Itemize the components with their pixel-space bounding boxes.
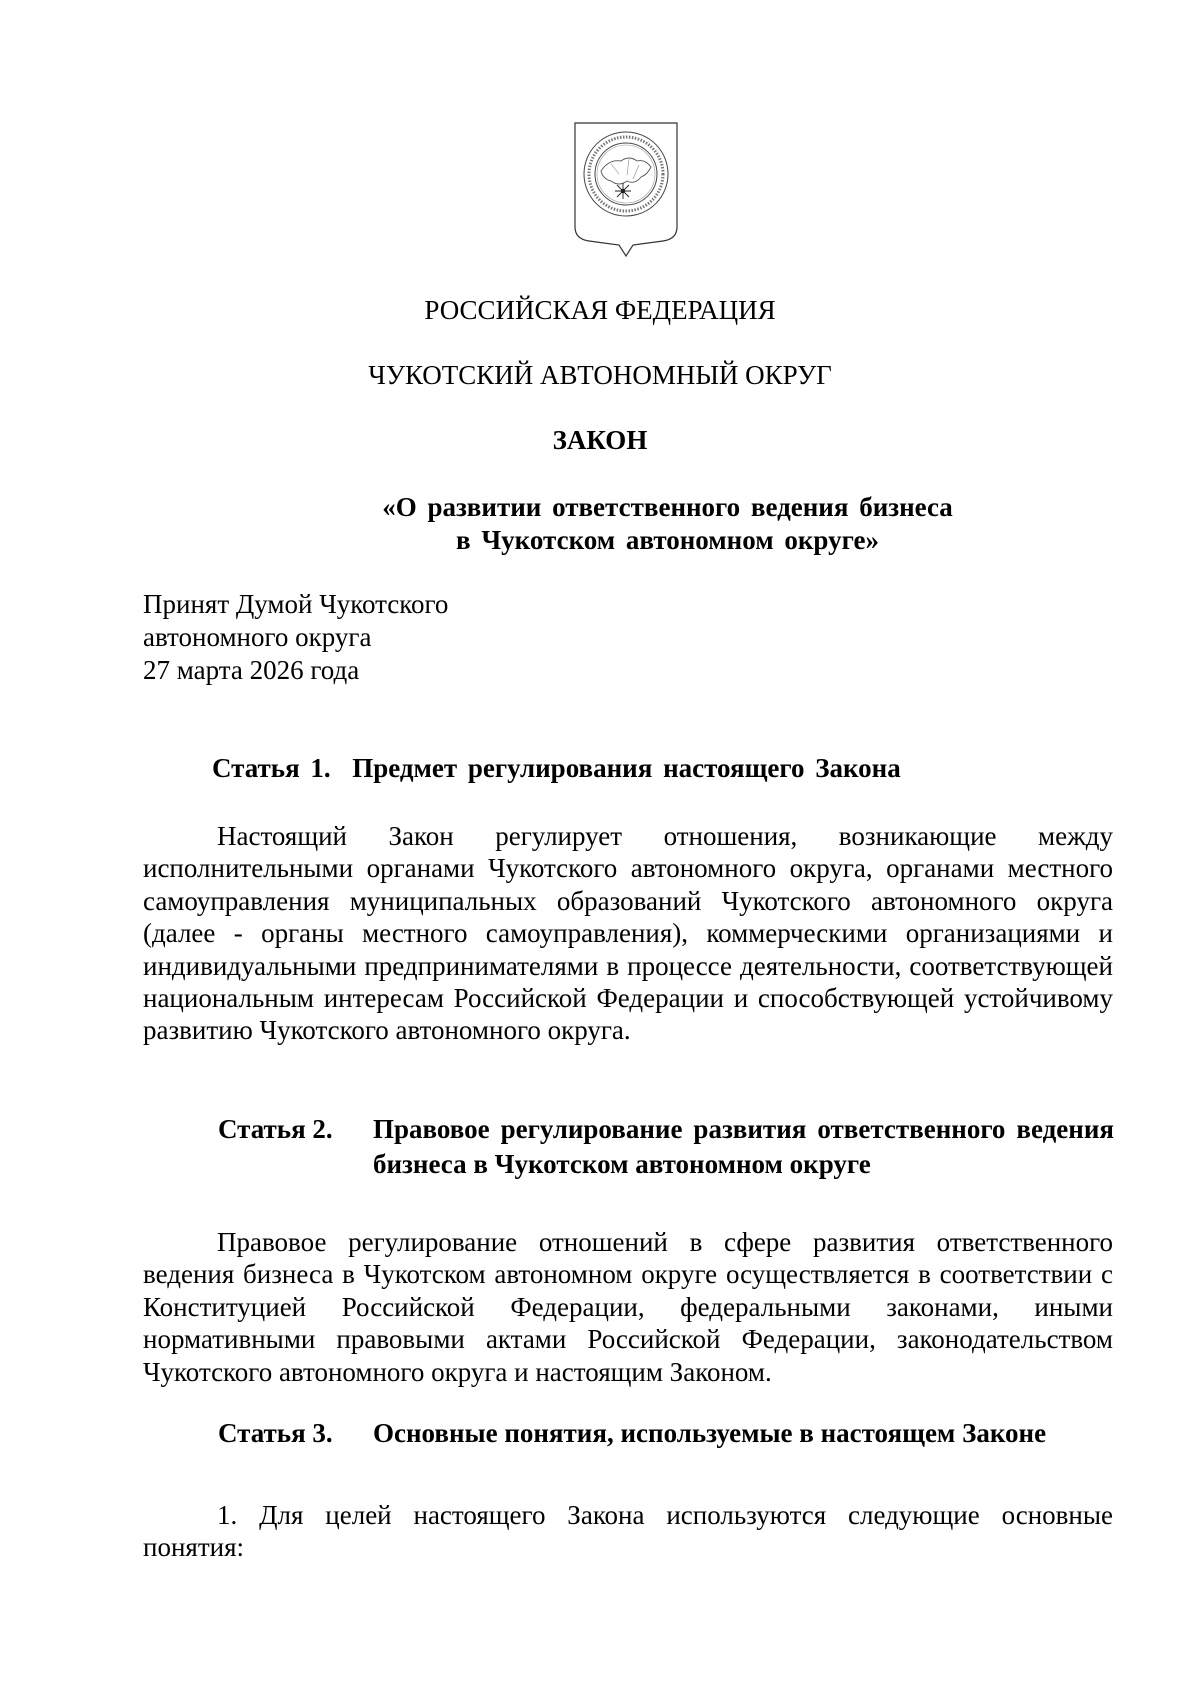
article-number: Статья 3. — [218, 1418, 333, 1448]
adoption-note — [143, 588, 448, 687]
article-title: Правовое регулирование развития ответственного ведения бизнеса в Чукотском автономном округе — [373, 1114, 1114, 1179]
article-1-heading — [212, 752, 901, 785]
article-3-paragraph: 1. Для целей настоящего Закона используются следующие основные понятия: — [143, 1500, 1113, 1563]
law-title-line: в Чукотском автономном округе» — [456, 525, 879, 555]
law-title-line: «О развитии ответственного ведения бизнеса — [382, 492, 953, 522]
article-title: Предмет регулирования настоящего Закона — [352, 753, 901, 783]
document-type-heading: ЗАКОН — [552, 425, 648, 455]
adoption-line: Принят Думой Чукотского — [143, 589, 449, 619]
law-title — [365, 491, 970, 557]
adoption-line: автономного округа — [143, 622, 372, 652]
article-2-heading — [218, 1112, 1114, 1182]
coat-of-arms-emblem — [571, 119, 681, 264]
article-1-paragraph: Настоящий Закон регулирует отношения, возникающие между исполнительными органами Чукотского автономного округа, органами местного самоуправления муниципальных образований Чукотского автономного округа (далее - органы местного самоуправления), коммерческими организациями и индивидуальными предпринимателями в процессе деятельности, соответствующей национальным интересам Российской Федерации и способствующей устойчивому развитию Чукотского автономного округа. — [143, 821, 1113, 1046]
country-heading: РОССИЙСКАЯ ФЕДЕРАЦИЯ — [424, 295, 776, 325]
article-title: Основные понятия, используемые в настоящем Законе — [373, 1418, 1047, 1448]
article-number: Статья 1. — [212, 753, 331, 783]
article-number: Статья 2. — [218, 1114, 333, 1144]
adoption-date: 27 марта 2026 года — [143, 655, 360, 685]
article-2-paragraph: Правовое регулирование отношений в сфере развития ответственного ведения бизнеса в Чукотском автономном округе осуществляется в соответствии с Конституцией Российской Федерации, федеральными законами, иными нормативными правовыми актами Российской Федерации, законодательством Чукотского автономного округа и настоящим Законом. — [143, 1227, 1113, 1387]
region-heading: ЧУКОТСКИЙ АВТОНОМНЫЙ ОКРУГ — [368, 360, 832, 390]
article-3-heading — [218, 1416, 1114, 1451]
